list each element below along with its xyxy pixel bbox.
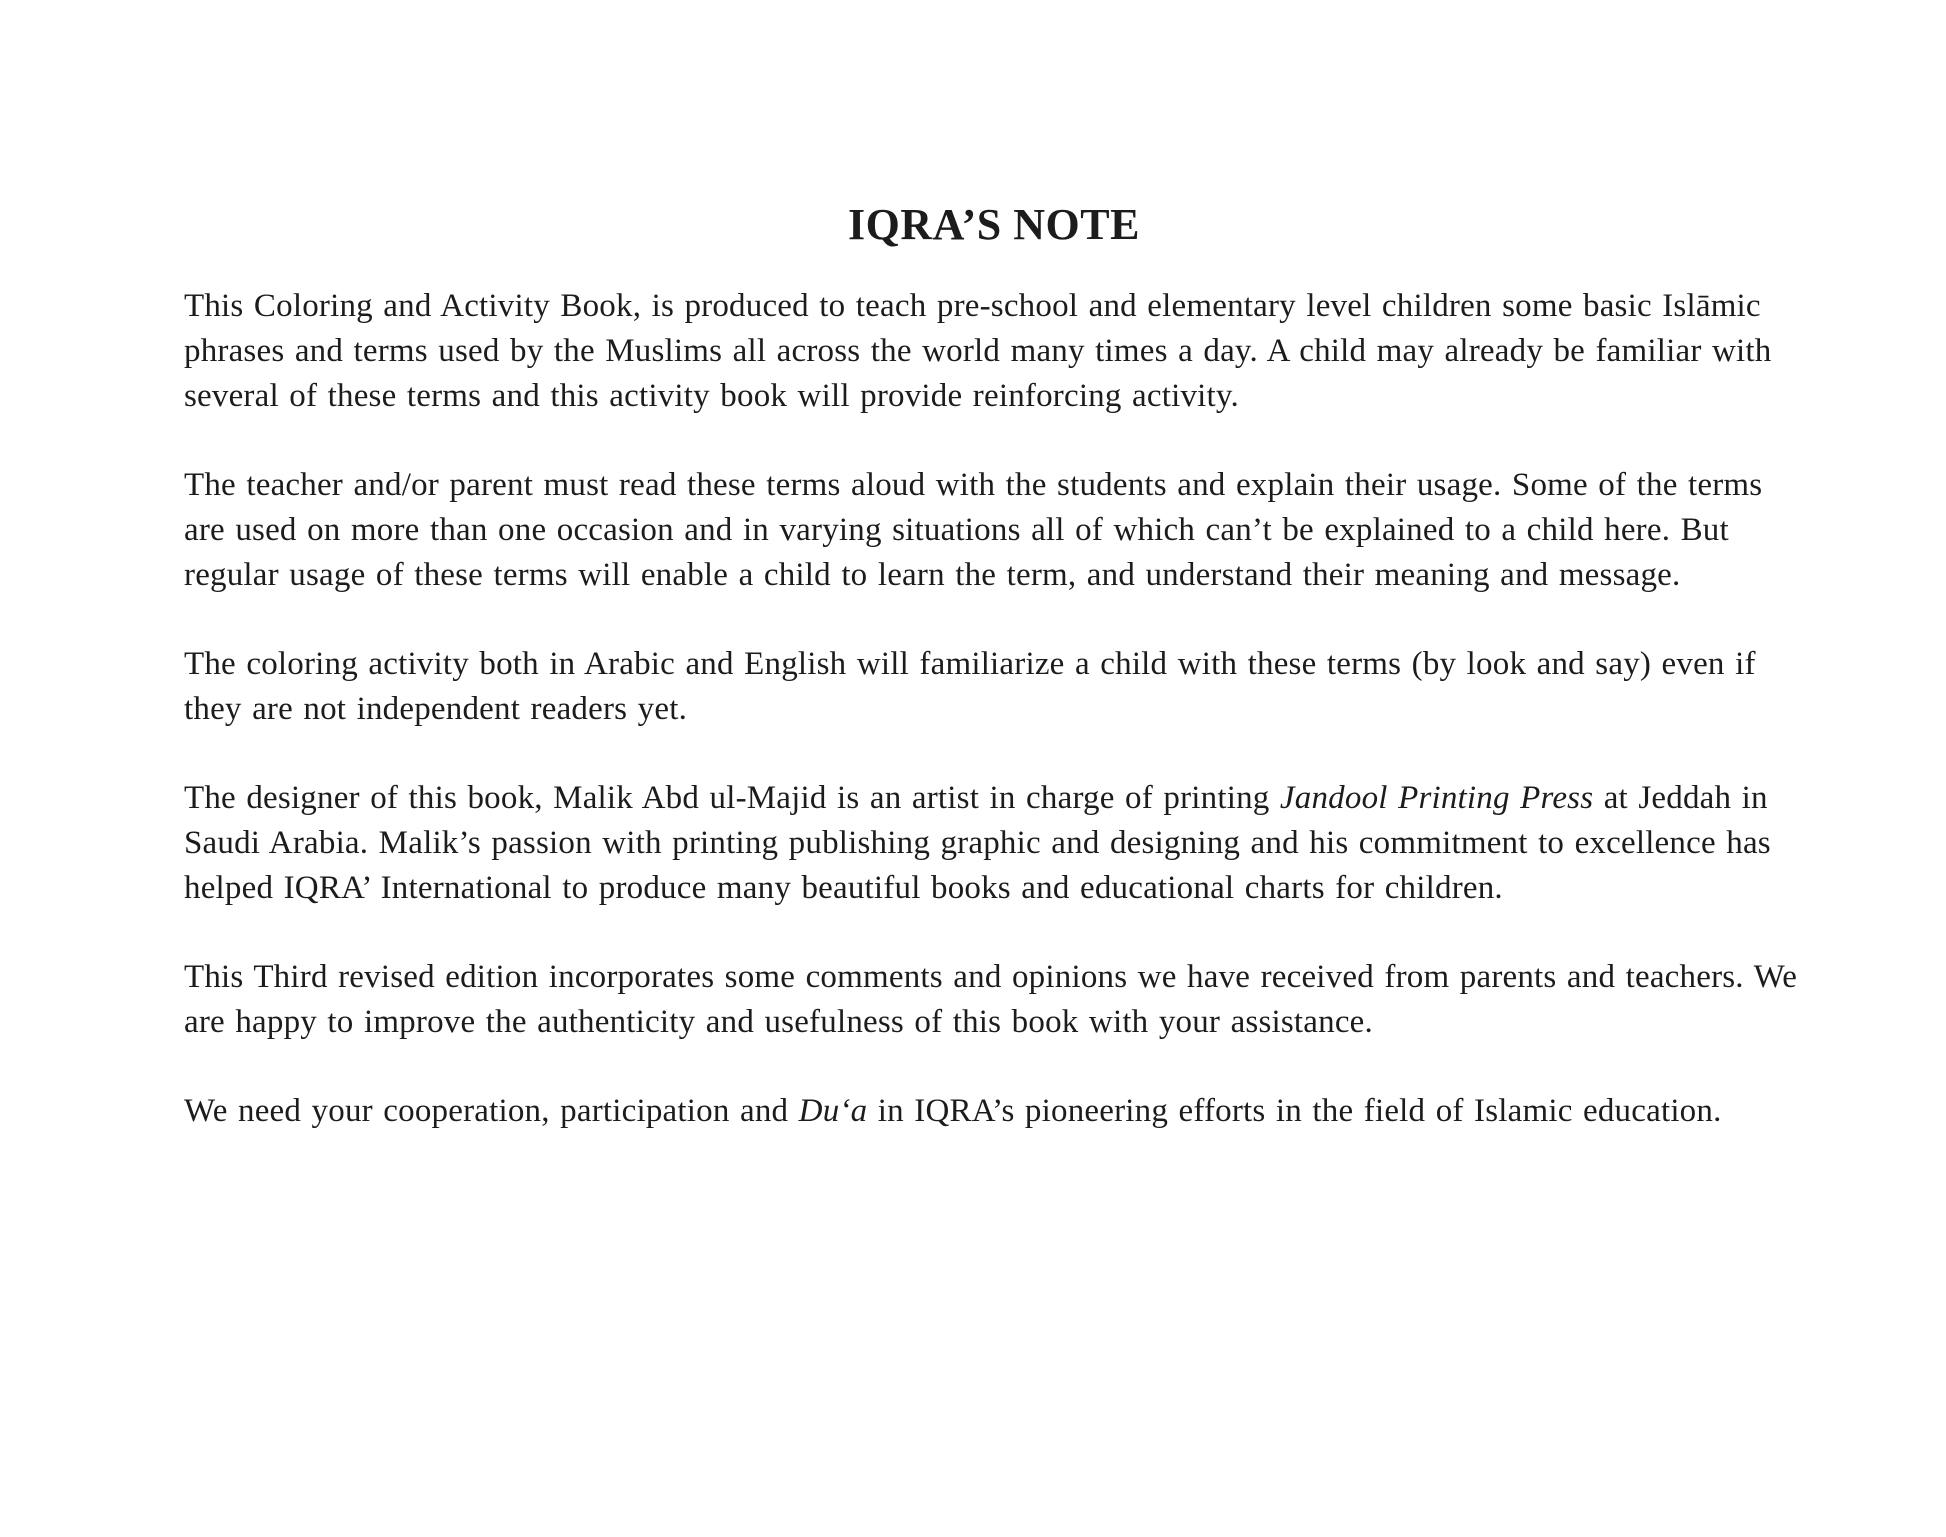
paragraph-designer-text-end: at Jeddah in Saudi Arabia. Malik’s passion with printing publishing graphic and designing and his commitment to excellence has helped IQRA’ International to produce many beautiful books and educational charts for children. [184,780,1771,906]
paragraph-purpose: This Coloring and Activity Book, is produced to teach pre-school and elementary level children some basic Islāmic phrases and terms used by the Muslims all across the world many times a day. A child may already be familiar with several of these terms and this activity book will provide reinforcing activity. [184,288,1772,414]
paragraph-cooperation-text-end: in IQRA’s pioneering efforts in the field of Islamic education. [867,1093,1722,1129]
page-title: IQRA’S NOTE [848,200,1140,249]
paragraph-designer [184,776,1804,911]
paragraph-teacher-guidance: The teacher and/or parent must read these terms aloud with the students and explain their usage. Some of the terms are used on more than one occasion and in varying situations all of which can’t be explained to a child here. But regular usage of these terms will enable a child to learn the term, and understand their meaning and message. [184,467,1763,593]
paragraph-cooperation-italic: Du‘a [798,1093,868,1129]
paragraph-designer-text-start: The designer of this book, Malik Abd ul-Majid is an artist in charge of printing [184,780,1280,816]
paragraph-designer-italic: Jandool Printing Press [1279,780,1594,816]
document-body [184,196,1804,1178]
paragraph-cooperation-text-start: We need your cooperation, participation and [184,1093,799,1129]
paragraph-edition: This Third revised edition incorporates some comments and opinions we have received from parents and teachers. We are happy to improve the authenticity and usefulness of this book with your assistance. [184,959,1798,1040]
paragraph-cooperation [184,1089,1804,1134]
paragraph-coloring-activity: The coloring activity both in Arabic and English will familiarize a child with these terms (by look and say) even if they are not independent readers yet. [184,646,1756,727]
